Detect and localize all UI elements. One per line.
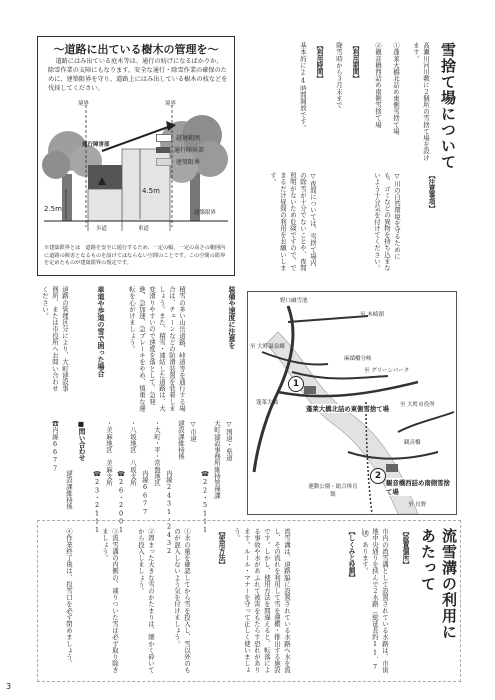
road-trouble-heading: 車道や歩道の雪で困った場合: [97, 286, 105, 377]
equipment-heading: 装備や速度に注意を: [228, 286, 236, 349]
period-label: 【利用期間】: [351, 42, 359, 82]
tree-section-title: 〜道路に出ている樹木の管理を〜: [53, 43, 219, 56]
gutter-location-label: 【設置個所】: [401, 528, 409, 568]
legend-border: 越境範囲: [156, 133, 204, 142]
legend-hazard: 通行障害部: [156, 145, 204, 154]
map-label-horai: 蓬莱大橋: [256, 400, 279, 406]
height-left-label: 2.5m: [44, 205, 62, 213]
gutter-usage-2: ②固まった大きな雪のかたまりは、細かく砕いてから投入しましょう。: [137, 528, 155, 674]
road-trouble-text: 道路の管理区分により、大町建設事務所、または市役所へお問い合わせください。: [41, 286, 69, 392]
gutter-heading: 流雪溝の利用にあたって: [419, 528, 458, 640]
map-label-kizaki: 至 木崎湖: [360, 312, 384, 318]
contact-kendo-office: 大町建設事務所維持管理課: [213, 420, 221, 500]
contact-branch-2: ・八坂地区 八坂支所: [129, 420, 137, 486]
snow-dump-heading: 雪捨て場について: [439, 42, 457, 170]
gutter-usage-label: 【使用方法】: [217, 528, 225, 568]
tree-section-intro: 道路にはみ出ている庭木等は、通行の妨げになるばかりか、除雪作業の支障にもなります。安全な通行・除雪作業の確保のために、建築限界を守り、道路上にはみ出している樹木の枝などを伐採してください。: [48, 58, 228, 92]
site-2-label: 観音橋西詰め南側雪捨て場: [386, 479, 450, 496]
contact-branch-1-tel: 内線6677: [141, 470, 149, 516]
contact-shido-tel: 内線2431・2432: [165, 470, 173, 556]
legend-limit-swatch: [156, 158, 172, 166]
contact-kendo-tel: ☎22・5111: [201, 470, 209, 534]
sidewalk-label: 歩道: [96, 226, 108, 232]
hazard-label: 通行障害部: [82, 142, 110, 148]
diagram-legend: [156, 133, 204, 169]
gutter-usage-4: ④作業終了後は、投雪口を必ず閉めましょう。: [65, 528, 73, 667]
contact-branch-2-tel: ☎26・2001: [117, 470, 125, 534]
contact-branch-3: ・美麻地区 美麻支所: [105, 420, 113, 486]
site-2-marker: [386, 464, 398, 472]
contact-kendo-label: ▽国道・県道: [225, 420, 233, 462]
limit-label: 建築限界: [194, 210, 217, 216]
hours-text: 基本的に24時間開放です。: [299, 42, 307, 131]
inquiry-office: 建設課維持係: [65, 470, 73, 510]
map-label-nagano: 至 長野: [408, 502, 427, 508]
boundary-left-label: 境界: [78, 101, 90, 107]
map-label-sports: 運動公園・総合体育館: [308, 484, 358, 498]
map-label-kannon: 観音橋: [404, 440, 421, 446]
legend-hazard-swatch: [156, 147, 170, 153]
site-2-number: 2: [370, 468, 386, 484]
boundary-right-label: 境界: [165, 101, 177, 107]
gutter-mechanism-text: 流雪溝は、道路脇に設置されている水路へ水を流し、その流れを利用して雪を運搬・排出する施設です。しかし、使用方法を間違えると、転落による事故や水があふれて被害をもたらす恐れがあります。ルール・マナーを守って正しく使いましょう。: [233, 528, 291, 674]
map-label-omi: 麻績橋分岐: [344, 356, 372, 362]
gutter-usage-3: ③流雪溝の内側の、凍りついた雪は必ず取り除きましょう。: [101, 528, 119, 674]
site-1-label: 蓬莱大橋北詰め東側雪捨て場: [306, 405, 390, 413]
map-label-onsen: 至 大町温泉郷: [250, 344, 285, 350]
notes-item-2: ▽夜間については、雪捨て場内の除雪が十分でないことや、夜間照明がないため危険ですので、できるだけ昼間の利用をお願いします。: [269, 172, 317, 271]
period-text: 降雪時から３月末まで: [335, 42, 343, 108]
roadway-label: 車道: [138, 226, 150, 232]
inquiry-tel: ☎内線6677: [51, 420, 59, 473]
contact-branch-3-tel: ☎23・2111: [93, 470, 101, 534]
map-label-city: 至 大町市役所: [400, 402, 435, 408]
building-limit-diagram: [40, 99, 232, 241]
snow-dump-map: [247, 291, 457, 515]
notes-item-1: ▽川の自然環境を守るためにも、ゴミなどの異物を持ち込まないよう十分気を付けてください。: [373, 172, 401, 271]
gutter-location-text: 市内の流雪溝として設置されている水路は、市街地中央通りを挟んで２水路（総延長約11．7㎞）あります。: [361, 528, 389, 674]
map-label-noguchi: 野口融雪池: [280, 298, 308, 304]
contact-shido-label: ▽市道: [189, 420, 197, 442]
snow-dump-site-2: ②観音橋西詰め南側雪捨て場: [374, 42, 382, 128]
road-kannon: [348, 452, 438, 459]
road-city: [398, 412, 454, 432]
gutter-usage-1: ①水の量を確認してから雪を投入し、雪以外のものが混入しないよう気を付けましょう。: [173, 528, 191, 674]
road-west: [254, 306, 293, 472]
notes-label: 【注意事項】: [427, 172, 435, 212]
tree-section-footnote: ※建築限界とは 道路を安全に通行するため、一定の幅、一定の高さの範囲内に道路の障害となるものを設けてはならない空間のことです。この空間の限界を定めたものが建築限界の規定です。: [44, 245, 226, 267]
hours-label: 【利用時間】: [315, 42, 323, 82]
contact-shido-office: 建設課維持係: [177, 420, 185, 460]
equipment-text: 積雪の多い山岳道路、峠道等を通行する場合は、チェーンなどの防滑装置を装着しましょう。また、積雪・凍結した道路は、大変滑りやすいので速度を落として、急発進、急加速、急ブレーキをやめ、慎重な運転を心がけましょう。: [128, 286, 186, 412]
hazard-area: [88, 165, 122, 189]
tree-section: [37, 36, 235, 276]
contact-branch-1: ・大町・平・常盤地区: [153, 420, 161, 486]
snow-dump-intro: 高瀬川河川敷に２個所の雪捨て場を設けます。: [412, 42, 430, 161]
legend-border-swatch: [156, 134, 172, 142]
sidewalk-limit-area: [88, 189, 122, 221]
site-1-marker: [304, 386, 316, 394]
road-north: [288, 316, 368, 322]
page-number: 3: [6, 682, 12, 691]
gutter-mechanism-label: 【しくみと役割】: [347, 528, 355, 581]
height-right-label: 4.5m: [142, 187, 160, 195]
site-1-number: 1: [288, 376, 304, 392]
snow-dump-site-1: ①蓬莱大橋北詰め東側雪捨て場: [392, 42, 400, 135]
inquiry-label: ■問い合わせ: [77, 420, 85, 461]
map-label-green: 至 グリーンパーク: [364, 368, 410, 374]
legend-limit: 建築限界: [156, 157, 204, 166]
